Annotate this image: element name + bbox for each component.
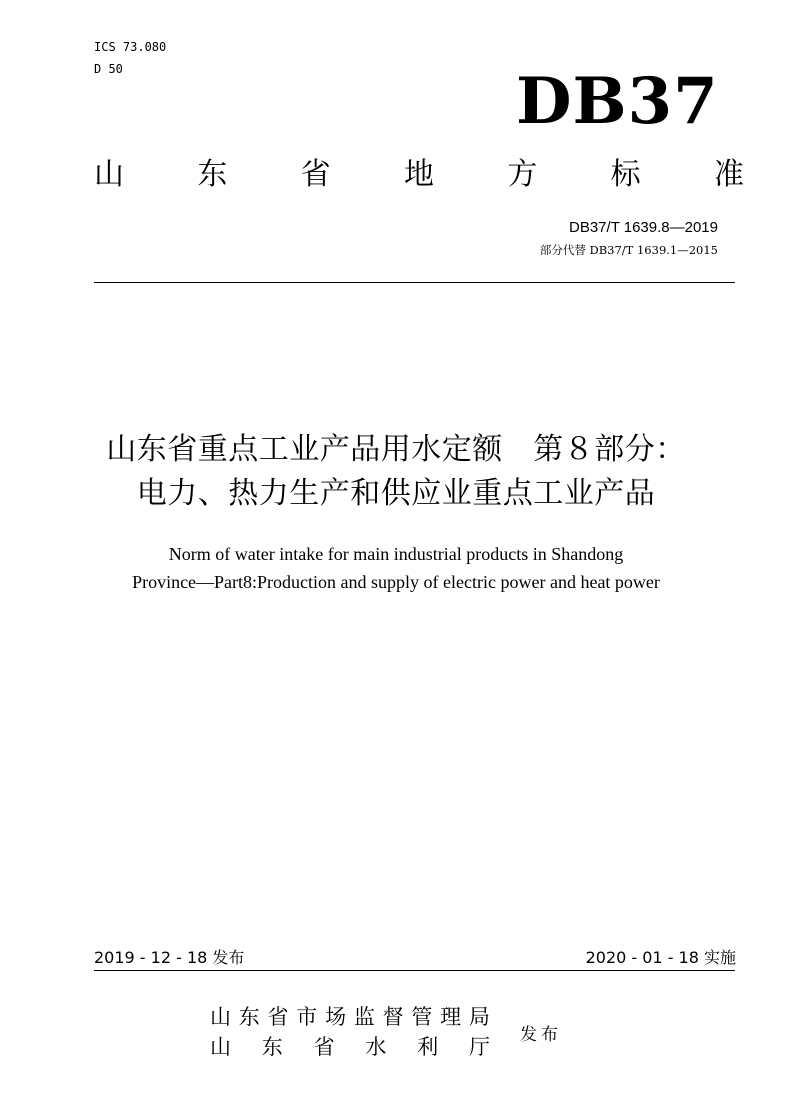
province-char: 东	[197, 157, 228, 192]
issuer-char: 管	[411, 1005, 435, 1029]
header-divider	[94, 282, 735, 283]
english-title-block	[30, 540, 762, 596]
province-char: 地	[403, 157, 434, 192]
issuer-char: 水	[365, 1035, 389, 1059]
issuer-char: 厅	[468, 1035, 492, 1059]
issuer-char: 督	[382, 1005, 406, 1029]
province-char: 省	[300, 157, 331, 192]
issuer-char: 利	[417, 1035, 441, 1059]
issuer-char: 省	[313, 1035, 337, 1059]
footer-divider	[94, 970, 735, 971]
issuer-char: 局	[468, 1005, 492, 1029]
issuer-char: 场	[325, 1005, 349, 1029]
ccs-code: D 50	[94, 62, 123, 76]
implement-date: 2020 - 01 - 18 实施	[585, 948, 736, 967]
issuer-char: 山	[210, 1005, 233, 1029]
issuer-market-regulation	[210, 1002, 492, 1032]
issuer-char: 东	[238, 1005, 262, 1029]
title-en-line2: Province—Part8:Production and supply of electric power and heat power	[132, 572, 660, 592]
province-char: 方	[507, 157, 538, 192]
issue-label: 发布	[520, 1025, 562, 1045]
replaces-note: 部分代替 DB37/T 1639.1—2015	[539, 243, 718, 257]
issuer-char: 理	[440, 1005, 464, 1029]
issuer-char: 监	[353, 1005, 377, 1029]
issuer-char: 东	[261, 1035, 285, 1059]
title-block	[40, 428, 752, 516]
issuer-char: 市	[296, 1005, 320, 1029]
issuer-water-resources	[210, 1032, 492, 1062]
issuer-char: 山	[210, 1035, 233, 1059]
db-code-logo: DB37	[516, 64, 719, 139]
release-date: 2019 - 12 - 18 发布	[94, 948, 245, 967]
title-cn-line2: 电力、热力生产和供应业重点工业产品	[136, 476, 656, 511]
issuer-block	[210, 1002, 492, 1062]
title-cn-line1: 山东省重点工业产品用水定额 第８部分：	[106, 432, 686, 467]
title-en-line1: Norm of water intake for main industrial products in Shandong	[168, 544, 624, 564]
province-char: 准	[713, 157, 744, 192]
standard-number: DB37/T 1639.8—2019	[569, 219, 718, 236]
ics-code: ICS 73.080	[94, 40, 167, 54]
province-char: 标	[610, 157, 641, 192]
province-char: 山	[94, 157, 124, 192]
province-standard-heading	[94, 158, 744, 192]
issuer-char: 省	[267, 1005, 291, 1029]
